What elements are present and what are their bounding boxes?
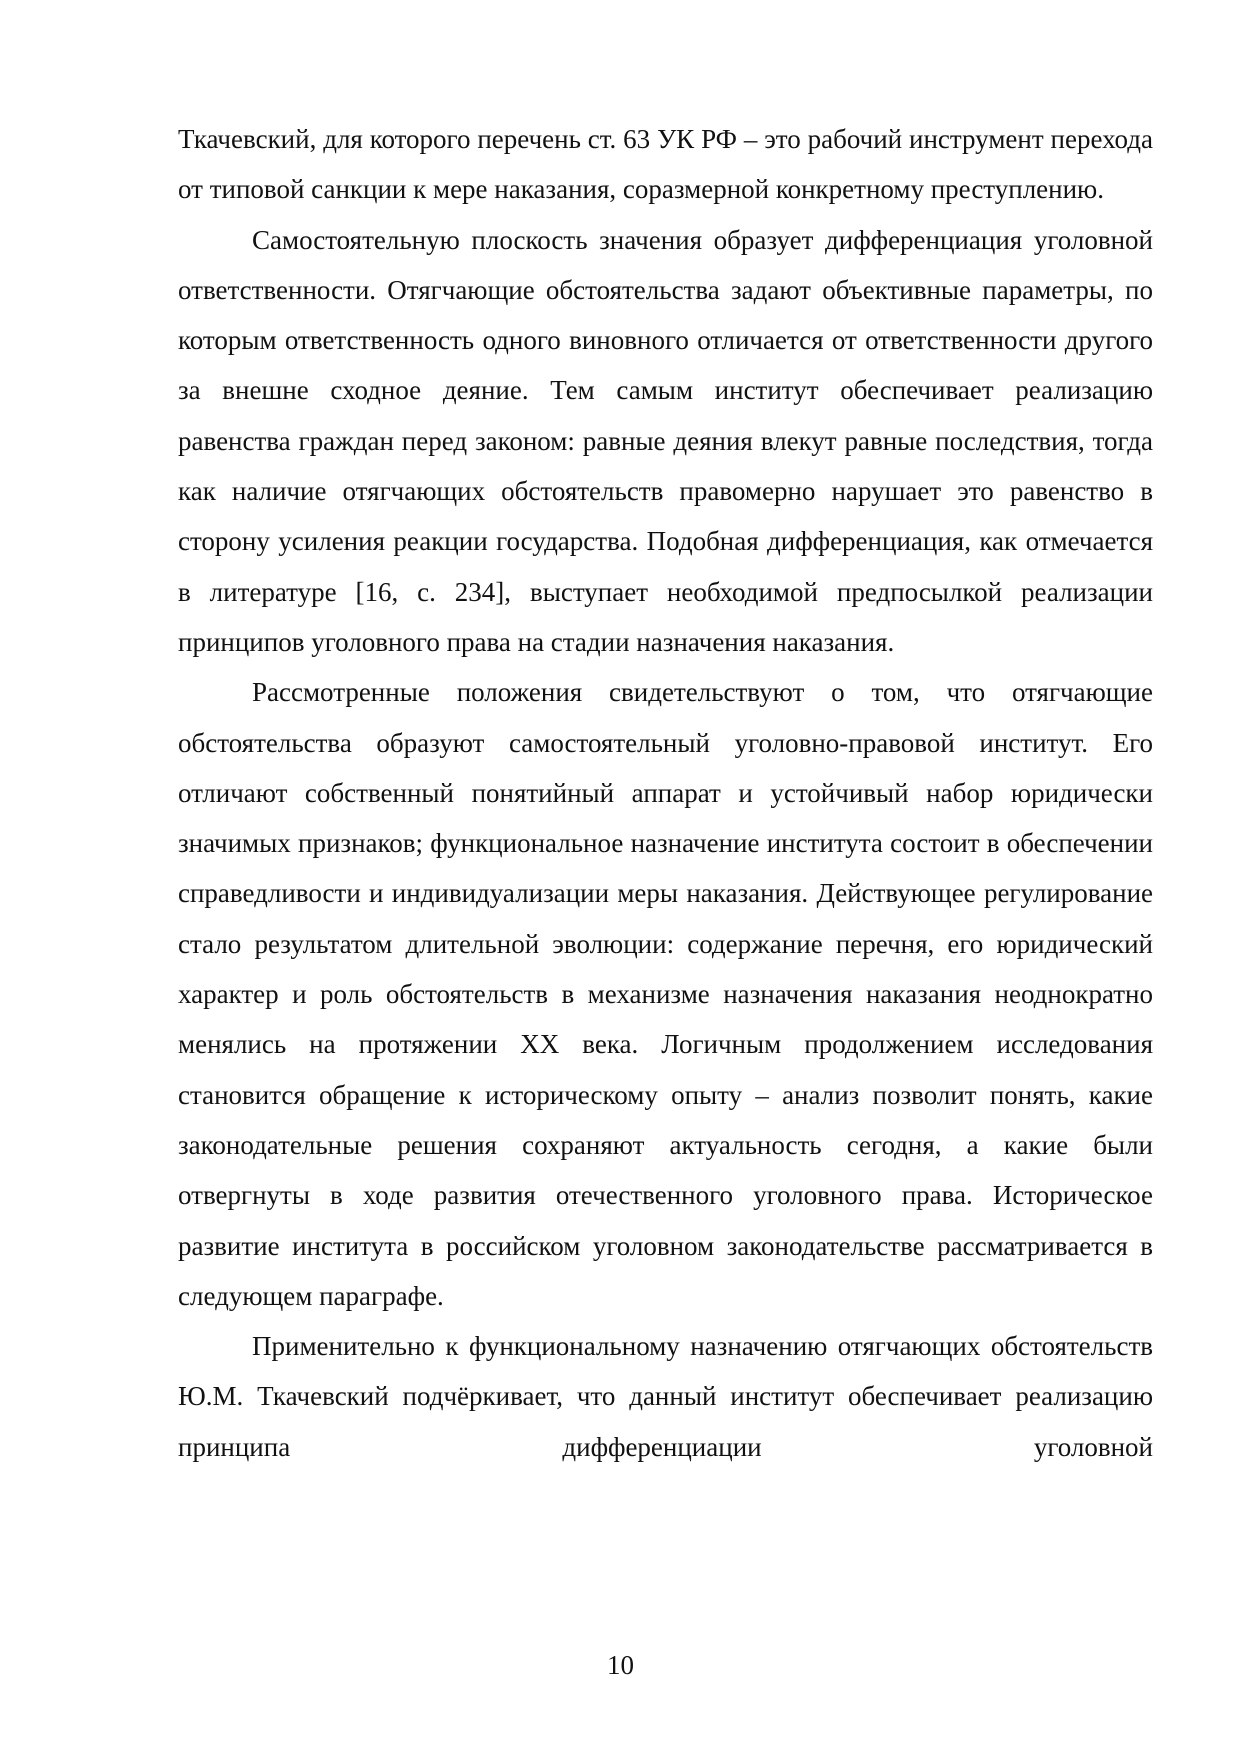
paragraph-conclusion: Рассмотренные положения свидетельствуют о том, что отягчающие обстоятельства образуют самостоятельный уголовно-правовой институт. Его отличают собственный понятийный аппарат и устойчивый набор юридически значимых признаков; функциональное назначение института состоит в обеспечении справедливости и индивидуализации меры наказания. Действующее регулирование стало результатом длительной эволюции: содержание перечня, его юридический характер и роль обстоятельств в механизме назначения наказания неоднократно менялись на протяжении XX века. Логичным продолжением исследования становится обращение к историческому опыту – анализ позволит понять, какие законодательные решения сохраняют актуальность сегодня, а какие были отвергнуты в ходе развития отечественного уголовного права. Историческое развитие института в российском уголовном законодательстве рассматривается в следующем параграфе. (178, 677, 1153, 1311)
paragraph-continued: Ткачевский, для которого перечень ст. 63 УК РФ – это рабочий инструмент перехода от типовой санкции к мере наказания, соразмерной конкретному преступлению. (178, 124, 1153, 205)
paragraph-functional-purpose: Применительно к функциональному назначению отягчающих обстоятельств Ю.М. Ткачевский подчёркивает, что данный институт обеспечивает реализацию принципа дифференциации уголовной (178, 1331, 1153, 1462)
page-number: 10 (607, 1650, 634, 1680)
body-text (178, 114, 1153, 1472)
paragraph-differentiation: Самостоятельную плоскость значения образует дифференциация уголовной ответственности. Отягчающие обстоятельства задают объективные параметры, по которым ответственность одного виновного отличается от ответственности другого за внешне сходное деяние. Тем самым институт обеспечивает реализацию равенства граждан перед законом: равные деяния влекут равные последствия, тогда как наличие отягчающих обстоятельств правомерно нарушает это равенство в сторону усиления реакции государства. Подобная дифференциация, как отмечается в литературе [16, с. 234], выступает необходимой предпосылкой реализации принципов уголовного права на стадии назначения наказания. (178, 224, 1153, 657)
